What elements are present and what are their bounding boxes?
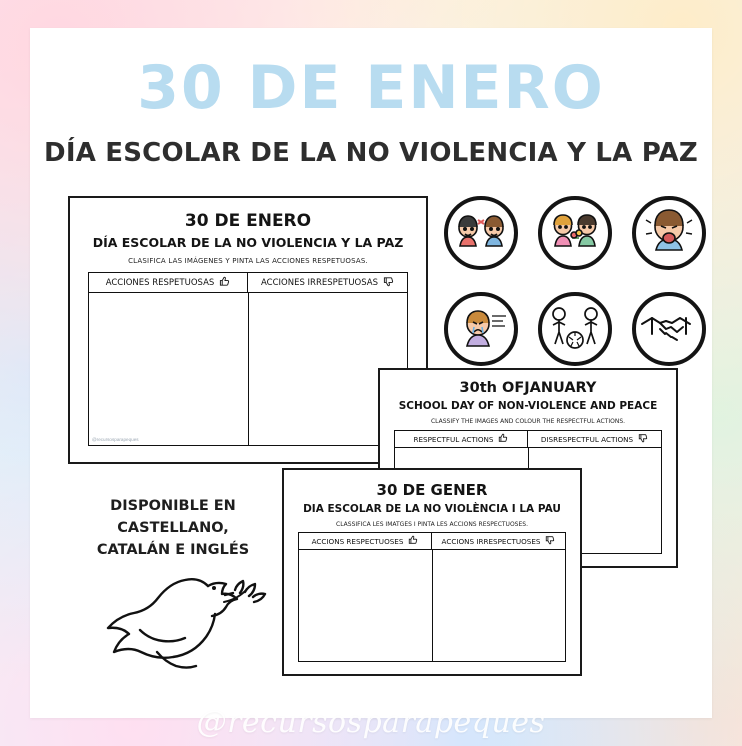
worksheet-instruction: CLASIFICA LAS IMÁGENES Y PINTA LAS ACCIONES RESPETUOSAS.: [128, 257, 368, 265]
worksheet-instruction: CLASSIFICA LES IMATGES I PINTA LES ACCIONS RESPECTUOSES.: [336, 521, 528, 528]
availability-note: [58, 496, 288, 561]
worksheet-subtitle: DIA ESCOLAR DE LA NO VIOLÈNCIA I LA PAU: [303, 503, 561, 515]
page-title: 30 DE ENERO: [137, 53, 605, 123]
worksheet-catalan[interactable]: [282, 468, 582, 676]
worksheet-subtitle: DÍA ESCOLAR DE LA NO VIOLENCIA Y LA PAZ: [92, 235, 404, 250]
column-header-disrespectful-label: ACCIONS IRRESPECTUOSES: [441, 536, 541, 546]
cell-respectful[interactable]: [299, 550, 433, 661]
icon-circle-giving-flowers[interactable]: [538, 196, 612, 270]
worksheet-spanish[interactable]: [68, 196, 428, 464]
worksheet-title: 30 DE ENERO: [184, 211, 312, 231]
availability-line-2: CATALÁN E INGLÉS: [96, 541, 250, 558]
worksheet-instruction: CLASSIFY THE IMAGES AND COLOUR THE RESPECTFUL ACTIONS.: [430, 418, 626, 425]
thumbs-down-icon: [638, 433, 648, 445]
table-header-row: [299, 533, 565, 550]
cutout-icons-grid: [444, 196, 706, 368]
column-header-disrespectful-label: DISRESPECTFUL ACTIONS: [540, 434, 634, 444]
worksheet-credit: @recursosparapeques: [92, 437, 139, 442]
thumbs-down-icon: [545, 535, 555, 547]
icon-circle-child-crying[interactable]: [444, 292, 518, 366]
column-header-disrespectful: [432, 533, 565, 549]
watermark: @recursosparapeques: [196, 705, 546, 740]
table-header-row: [395, 431, 661, 448]
availability-line-1: DISPONIBLE EN CASTELLANO,: [110, 498, 236, 536]
white-card: [30, 28, 712, 718]
column-header-respectful-label: ACCIONES RESPETUOSAS: [105, 277, 215, 288]
table-body[interactable]: [89, 293, 407, 445]
column-header-disrespectful: [248, 273, 407, 292]
table-header-row: [89, 273, 407, 293]
column-header-respectful-label: RESPECTFUL ACTIONS: [413, 434, 494, 444]
column-header-disrespectful: [528, 431, 661, 447]
column-header-respectful: [299, 533, 432, 549]
column-header-respectful: [395, 431, 528, 447]
classification-table: [88, 272, 408, 446]
icon-circle-handshake[interactable]: [632, 292, 706, 366]
cell-disrespectful[interactable]: [433, 550, 566, 661]
worksheet-subtitle: SCHOOL DAY OF NON-VIOLENCE AND PEACE: [398, 400, 658, 412]
worksheet-title: 30th OFJANUARY: [459, 380, 597, 396]
column-header-respectful: [89, 273, 248, 292]
thumbs-up-icon: [498, 433, 508, 445]
children-arguing-icon: [448, 200, 514, 266]
table-body[interactable]: [299, 550, 565, 661]
thumbs-up-icon: [408, 535, 418, 547]
classification-table: [298, 532, 566, 662]
dove-with-olive-branch-icon: [88, 556, 268, 686]
column-header-respectful-label: ACCIONS RESPECTUOSES: [311, 536, 404, 546]
handshake-icon: [636, 296, 702, 362]
thumbs-up-icon: [219, 276, 230, 290]
giving-flowers-icon: [542, 200, 608, 266]
page-subtitle: DÍA ESCOLAR DE LA NO VIOLENCIA Y LA PAZ: [44, 138, 698, 168]
thumbs-down-icon: [383, 276, 394, 290]
cell-respectful[interactable]: [89, 293, 249, 445]
icon-circle-children-playing-ball[interactable]: [538, 292, 612, 366]
children-playing-ball-icon: [542, 296, 608, 362]
child-shouting-icon: [636, 200, 702, 266]
child-crying-bullying-icon: [448, 296, 514, 362]
icon-circle-child-shouting[interactable]: [632, 196, 706, 270]
worksheet-title: 30 DE GENER: [376, 481, 488, 499]
column-header-disrespectful-label: ACCIONES IRRESPETUOSAS: [260, 277, 378, 288]
icon-circle-children-arguing[interactable]: [444, 196, 518, 270]
